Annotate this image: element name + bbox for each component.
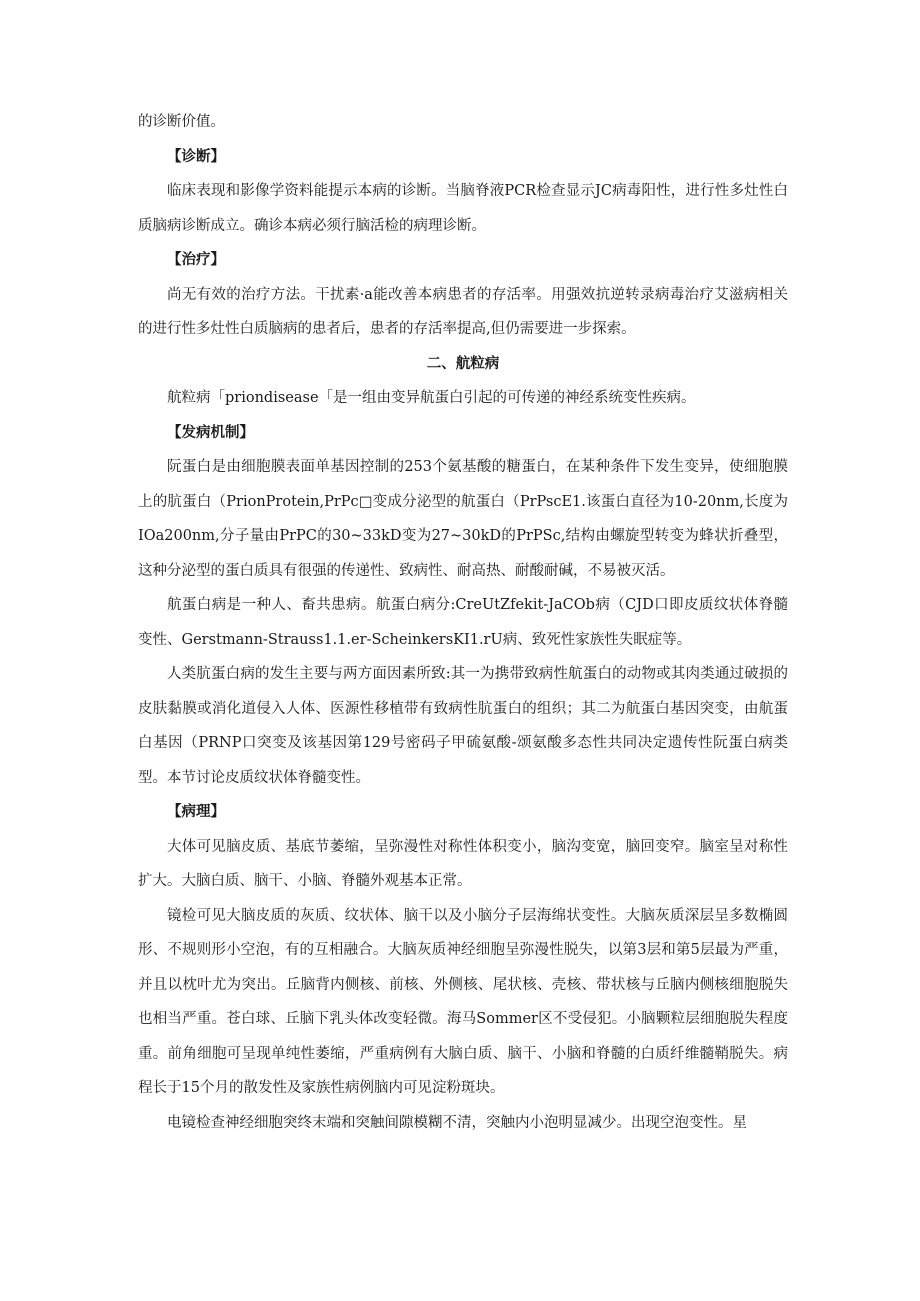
paragraph-pathology-microscopy: 镜检可见大脑皮质的灰质、纹状体、脑干以及小脑分子层海绵状变性。大脑灰质深层呈多数椭圆形、不规则形小空泡，有的互相融合。大脑灰质神经细胞呈弥漫性脱失，以第3层和第5层最为严重，并且以枕叶尤为突出。丘脑背内侧核、前核、外侧核、尾状核、壳核、带状核与丘脑内侧核细胞脱失也相当严重。苍白球、丘脑下乳头体改变轻微。海马Sommer区不受侵犯。小脑颗粒层细胞脱失程度重。前角细胞可呈现单纯性萎缩，严重病例有大脑白质、脑干、小脑和脊髓的白质纤维髓鞘脱失。病程长于15个月的散发性及家族性病例脑内可见淀粉斑块。 xyxy=(138,907,788,1096)
paragraph-pathogenesis-2: 航蛋白病是一种人、畜共患病。航蛋白病分:CreUtZfekit-JaCOb病（CJD口即皮质纹状体脊髓变性、Gerstmann-Strauss1.1.er-ScheinkersKI1.rU病、致死性家族性失眠症等。 xyxy=(138,597,788,648)
paragraph-definition: 航粒病「priondisease「是一组由变异航蛋白引起的可传递的神经系统变性疾病。 xyxy=(167,390,696,406)
paragraph-diagnosis: 临床表现和影像学资料能提示本病的诊断。当脑脊液PCR检查显示JC病毒阳性，进行性多灶性白质脑病诊断成立。确诊本病必须行脑活检的病理诊断。 xyxy=(138,183,788,234)
paragraph-pathology-electron: 电镜检查神经细胞突终末端和突触间隙模糊不清，突触内小泡明显减少。出现空泡变性。星 xyxy=(167,1114,747,1131)
paragraph-continuation: 的诊断价值。 xyxy=(138,114,225,130)
paragraph-treatment: 尚无有效的治疗方法。干扰素·a能改善本病患者的存活率。用强效抗逆转录病毒治疗艾滋病相关的进行性多灶性白质脑病的患者后，患者的存活率提高,但仍需要进一步探索。 xyxy=(138,286,788,337)
heading-pathology: 【病理】 xyxy=(167,803,225,820)
paragraph-pathogenesis-1: 阮蛋白是由细胞膜表面单基因控制的253个氨基酸的糖蛋白，在某种条件下发生变异，使细胞膜上的肮蛋白（PrionProtein,PrPc□变成分泌型的航蛋白（PrPscE1.该蛋白直径为10-20nm,长度为IOa200nm,分子量由PrPC的30~33kD变为27~30kD的PrPSc,结构由螺旋型转变为蜂状折叠型，这种分泌型的蛋白质具有很强的传递性、致病性、耐高热、耐酸耐碱，不易被灭活。 xyxy=(138,459,788,579)
heading-treatment: 【治疗】 xyxy=(167,251,225,268)
document-page xyxy=(138,105,788,1140)
heading-pathogenesis: 【发病机制】 xyxy=(167,423,254,441)
paragraph-pathology-gross: 大体可见脑皮质、基底节萎缩，呈弥漫性对称性体积变小，脑沟变宽，脑回变窄。脑室呈对称性扩大。大脑白质、脑干、小脑、脊髓外观基本正常。 xyxy=(138,838,788,889)
heading-diagnosis: 【诊断】 xyxy=(167,147,225,165)
section-title: 二、航粒病 xyxy=(426,354,500,372)
paragraph-pathogenesis-3: 人类肮蛋白病的发生主要与两方面因素所致:其一为携带致病性航蛋白的动物或其肉类通过破损的皮肤黏膜或消化道侵入人体、医源性移植带有致病性肮蛋白的组织；其二为航蛋白基因突变，由航蛋白基因（PRNP口突变及该基因第129号密码子甲硫氨酸-颂氨酸多态性共同决定遗传性阮蛋白病类型。本节讨论皮质纹状体脊髓变性。 xyxy=(138,666,788,786)
